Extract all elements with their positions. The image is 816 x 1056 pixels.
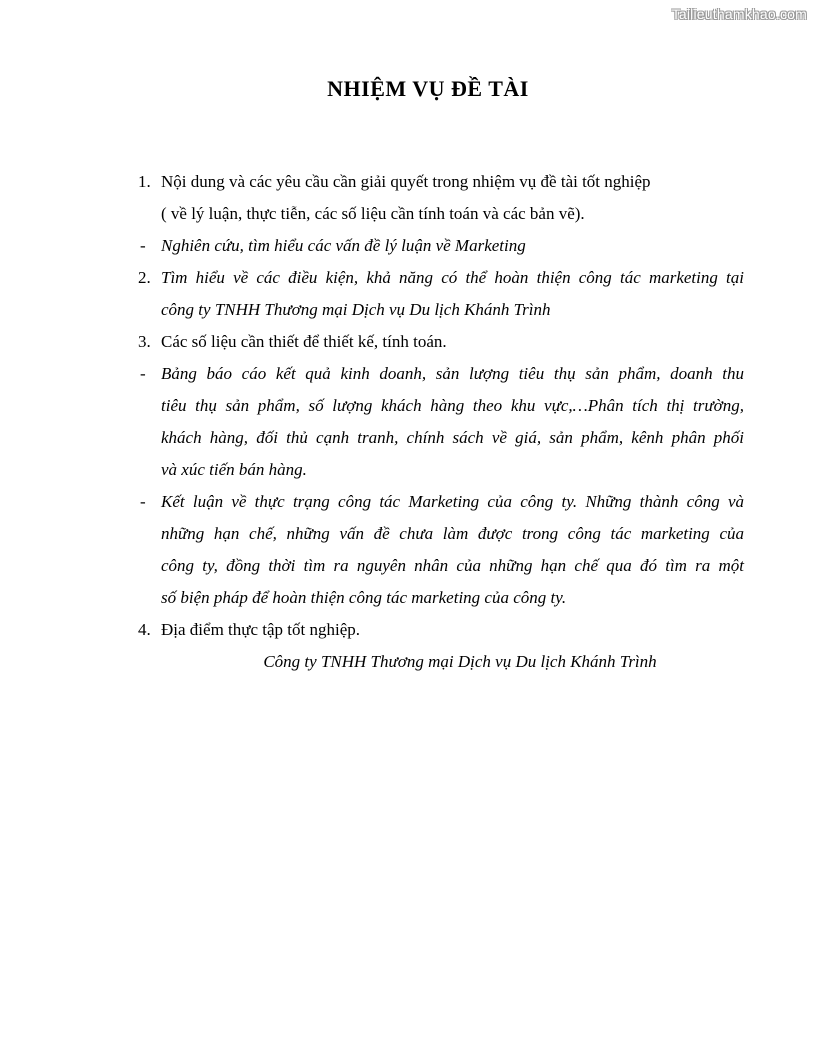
item-text: Các số liệu cần thiết để thiết kế, tính toán. — [161, 332, 447, 351]
item-text-line: công ty TNHH Thương mại Dịch vụ Du lịch Khánh Trình — [161, 300, 551, 319]
item-text: Địa điểm thực tập tốt nghiệp. — [161, 620, 361, 639]
item-text-line: Bảng báo cáo kết quả kinh doanh, sản lượng tiêu thụ sản phẩm, doanh thu — [161, 364, 744, 383]
item-text-line: tiêu thụ sản phẩm, số lượng khách hàng theo khu vực,…Phân tích thị trường, — [161, 396, 744, 415]
list-item-dash-1 — [136, 230, 744, 262]
internship-location: Công ty TNHH Thương mại Dịch vụ Du lịch Khánh Trình — [263, 652, 657, 671]
item-text-line: Tìm hiểu về các điều kiện, khả năng có thể hoàn thiện công tác marketing tại — [161, 268, 744, 287]
list-item-3 — [136, 326, 744, 358]
item-text-line: khách hàng, đối thủ cạnh tranh, chính sách về giá, sản phẩm, kênh phân phối — [161, 428, 744, 447]
dash-marker: - — [140, 492, 146, 511]
list-number: 3. — [138, 332, 151, 351]
item-text-line: và xúc tiến bán hàng. — [161, 460, 307, 479]
document-body — [136, 166, 744, 678]
list-item-dash-3 — [136, 486, 744, 614]
page-title: NHIỆM VỤ ĐỀ TÀI — [327, 76, 529, 101]
dash-marker: - — [140, 236, 146, 255]
item-text: Nghiên cứu, tìm hiểu các vấn đề lý luận về Marketing — [161, 236, 526, 255]
list-number: 2. — [138, 268, 151, 287]
item-text-line: số biện pháp để hoàn thiện công tác marketing của công ty. — [161, 588, 567, 607]
item-text-line: ( về lý luận, thực tiễn, các số liệu cần tính toán và các bản vẽ). — [161, 204, 585, 223]
list-item-1 — [136, 166, 744, 230]
list-number: 1. — [138, 172, 151, 191]
item-text-line: những hạn chế, những vấn đề chưa làm được trong công tác marketing của — [161, 524, 744, 543]
item-text-line: Kết luận về thực trạng công tác Marketing của công ty. Những thành công và — [161, 492, 744, 511]
dash-marker: - — [140, 364, 146, 383]
list-number: 4. — [138, 620, 151, 639]
watermark: Tailieuthamkhao.com — [671, 6, 807, 22]
list-item-4 — [136, 614, 744, 646]
item-text-line: công ty, đồng thời tìm ra nguyên nhân của những hạn chế qua đó tìm ra một — [161, 556, 744, 575]
list-item-dash-2 — [136, 358, 744, 486]
item-text-line: Nội dung và các yêu cầu cần giải quyết trong nhiệm vụ đề tài tốt nghiệp — [161, 172, 651, 191]
list-item-2 — [136, 262, 744, 326]
